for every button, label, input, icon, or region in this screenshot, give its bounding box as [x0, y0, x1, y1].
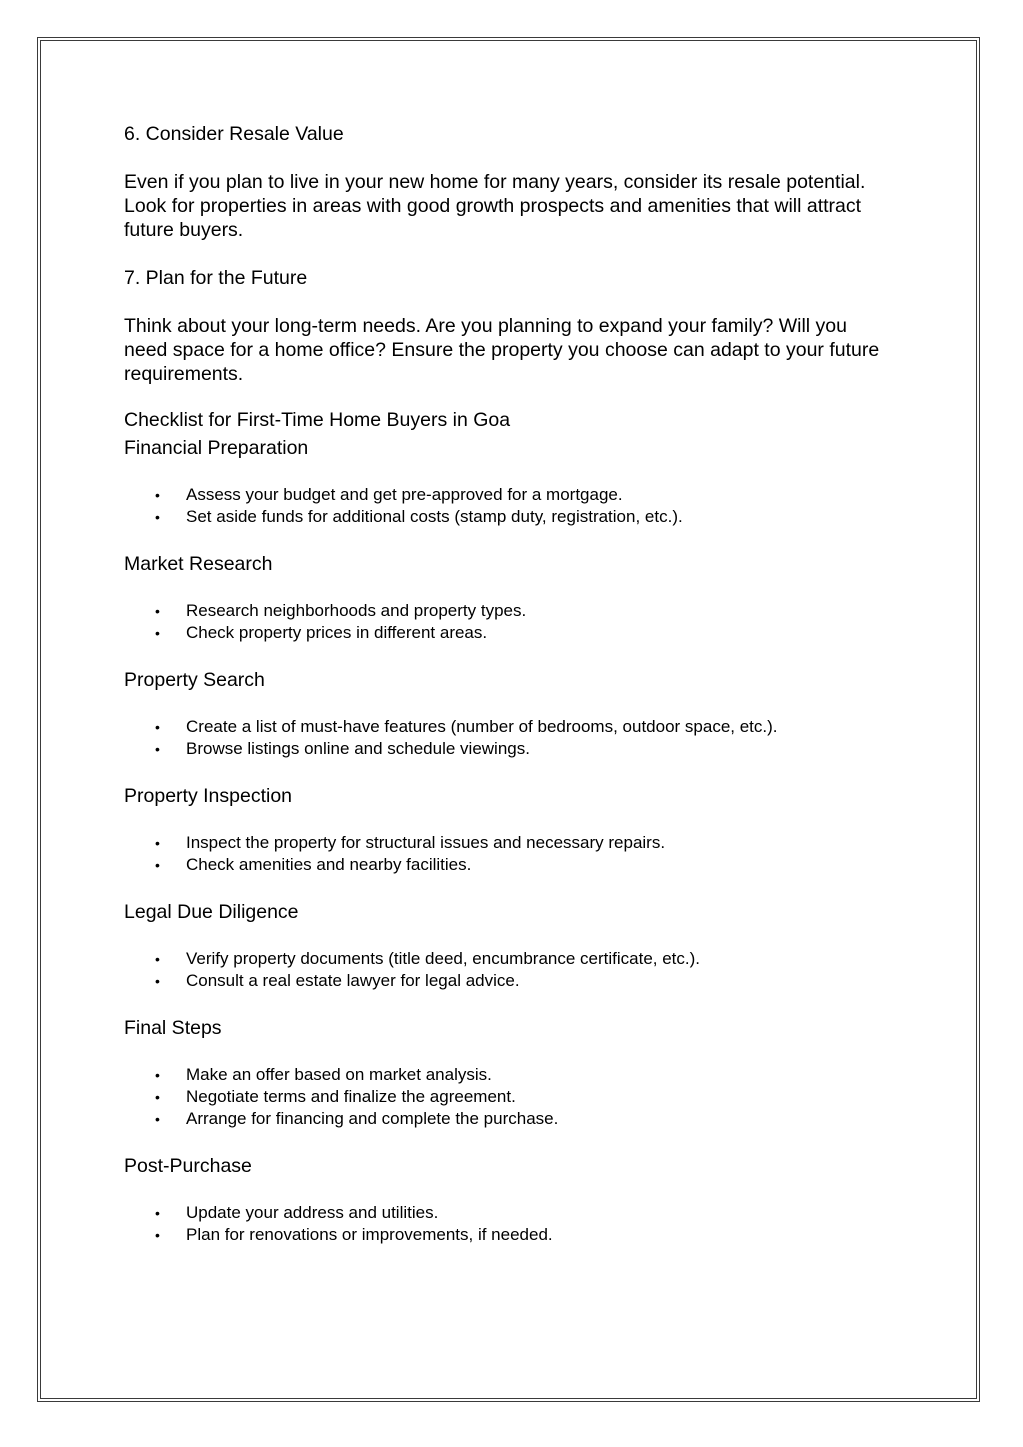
list-item — [124, 622, 904, 644]
list-item-text: Inspect the property for structural issues and necessary repairs. — [186, 833, 666, 852]
list-item — [124, 600, 904, 622]
checklist-list — [124, 600, 904, 644]
list-item — [124, 1064, 904, 1086]
checklist-list — [124, 716, 904, 760]
bullet-icon: • — [155, 1089, 160, 1105]
list-item — [124, 1202, 904, 1224]
list-item-text: Verify property documents (title deed, encumbrance certificate, etc.). — [186, 949, 701, 968]
bullet-icon: • — [155, 509, 160, 525]
list-item-text: Check property prices in different areas. — [186, 623, 488, 642]
list-item-text: Set aside funds for additional costs (stamp duty, registration, etc.). — [186, 507, 683, 526]
checklist-group-heading: Legal Due Diligence — [124, 901, 299, 923]
bullet-icon: • — [155, 625, 160, 641]
bullet-icon: • — [155, 1067, 160, 1083]
list-item-text: Assess your budget and get pre-approved for a mortgage. — [186, 485, 623, 504]
checklist-list — [124, 948, 904, 992]
section-body-resale: Even if you plan to live in your new home for many years, consider its resale potential. Look for properties in areas with good growth prospects and amenities that will attract future buyers. — [124, 171, 866, 241]
list-item — [124, 1108, 904, 1130]
list-item-text: Make an offer based on market analysis. — [186, 1065, 492, 1084]
checklist-groups — [124, 436, 904, 1246]
checklist-list — [124, 832, 904, 876]
list-item — [124, 854, 904, 876]
checklist-list — [124, 1202, 904, 1246]
list-item-text: Research neighborhoods and property types. — [186, 601, 527, 620]
list-item-text: Plan for renovations or improvements, if needed. — [186, 1225, 553, 1244]
list-item — [124, 970, 904, 992]
list-item-text: Create a list of must-have features (number of bedrooms, outdoor space, etc.). — [186, 717, 778, 736]
bullet-icon: • — [155, 487, 160, 503]
list-item-text: Update your address and utilities. — [186, 1203, 439, 1222]
document-content — [124, 122, 904, 1246]
bullet-icon: • — [155, 951, 160, 967]
checklist-group-heading: Property Inspection — [124, 785, 293, 807]
list-item — [124, 948, 904, 970]
checklist-list — [124, 1064, 904, 1130]
list-item-text: Consult a real estate lawyer for legal advice. — [186, 971, 520, 990]
bullet-icon: • — [155, 1227, 160, 1243]
list-item — [124, 1086, 904, 1108]
bullet-icon: • — [155, 1205, 160, 1221]
section-body-future: Think about your long-term needs. Are you planning to expand your family? Will you need space for a home office? Ensure the property you choose can adapt to your future requirements. — [124, 315, 880, 385]
section-heading-future: 7. Plan for the Future — [124, 267, 308, 289]
bullet-icon: • — [155, 603, 160, 619]
bullet-icon: • — [155, 741, 160, 757]
bullet-icon: • — [155, 1111, 160, 1127]
checklist-group-heading: Financial Preparation — [124, 437, 309, 459]
bullet-icon: • — [155, 835, 160, 851]
list-item — [124, 506, 904, 528]
section-heading-resale: 6. Consider Resale Value — [124, 123, 344, 145]
checklist-group-heading: Property Search — [124, 669, 265, 691]
list-item — [124, 738, 904, 760]
list-item-text: Browse listings online and schedule viewings. — [186, 739, 530, 758]
list-item-text: Negotiate terms and finalize the agreement. — [186, 1087, 516, 1106]
list-item — [124, 832, 904, 854]
checklist-title: Checklist for First-Time Home Buyers in Goa — [124, 409, 511, 431]
bullet-icon: • — [155, 719, 160, 735]
checklist-group-heading: Market Research — [124, 553, 273, 575]
list-item-text: Check amenities and nearby facilities. — [186, 855, 472, 874]
list-item — [124, 1224, 904, 1246]
list-item-text: Arrange for financing and complete the purchase. — [186, 1109, 559, 1128]
bullet-icon: • — [155, 857, 160, 873]
checklist-group-heading: Final Steps — [124, 1017, 222, 1039]
checklist-list — [124, 484, 904, 528]
list-item — [124, 484, 904, 506]
list-item — [124, 716, 904, 738]
checklist-group-heading: Post-Purchase — [124, 1155, 252, 1177]
bullet-icon: • — [155, 973, 160, 989]
